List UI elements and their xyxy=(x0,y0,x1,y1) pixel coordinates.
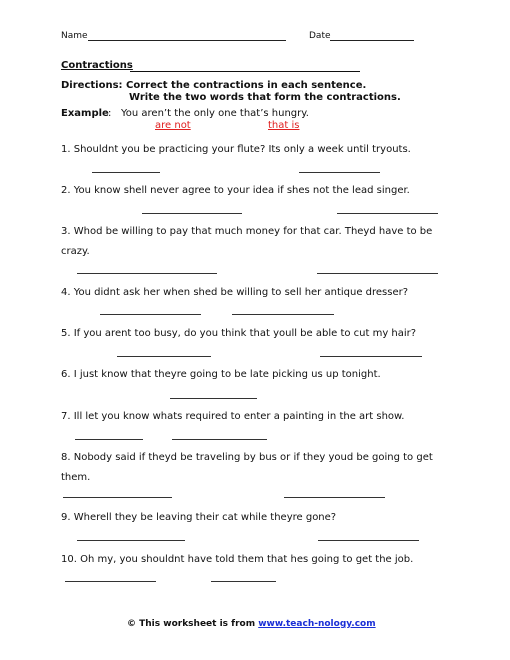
answer-blank-6[interactable] xyxy=(170,398,257,399)
question-10: 10. Oh my, you shouldnt have told them that hes going to get the job. xyxy=(61,554,414,565)
answer-blank-5a[interactable] xyxy=(117,356,211,357)
footer-text: © This worksheet is from xyxy=(127,619,256,629)
question-4: 4. You didnt ask her when shed be willing to sell her antique dresser? xyxy=(61,287,409,298)
question-6: 6. I just know that theyre going to be late picking us up tonight. xyxy=(61,369,381,380)
answer-blank-2b[interactable] xyxy=(337,213,438,214)
answer-blank-10b[interactable] xyxy=(211,581,276,582)
question-5: 5. If you arent too busy, do you think that youll be able to cut my hair? xyxy=(61,328,417,339)
example-colon: : xyxy=(108,108,112,119)
name-label: Name xyxy=(61,31,88,41)
example-sentence: You aren’t the only one that’s hungry. xyxy=(121,108,309,119)
date-label: Date xyxy=(309,31,331,41)
example-answer-1: are not xyxy=(155,120,191,131)
question-9: 9. Wherell they be leaving their cat while theyre gone? xyxy=(61,512,337,523)
answer-blank-5b[interactable] xyxy=(320,356,422,357)
answer-blank-1b[interactable] xyxy=(299,172,380,173)
answer-blank-7b[interactable] xyxy=(172,439,267,440)
directions-line-1: Directions: Correct the contractions in each sentence. xyxy=(61,80,367,91)
answer-blank-8b[interactable] xyxy=(284,497,385,498)
answer-blank-7a[interactable] xyxy=(75,439,143,440)
question-2: 2. You know shell never agree to your idea if shes not the lead singer. xyxy=(61,185,410,196)
example-answer-2: that is xyxy=(268,120,300,131)
worksheet-title: Contractions xyxy=(61,60,133,71)
question-7: 7. Ill let you know whats required to enter a painting in the art show. xyxy=(61,411,405,422)
date-field[interactable] xyxy=(330,40,414,41)
example-label: Example xyxy=(61,108,109,119)
name-field[interactable] xyxy=(88,40,286,41)
answer-blank-9a[interactable] xyxy=(77,540,185,541)
question-3: 3. Whod be willing to pay that much money for that car. Theyd have to be crazy. xyxy=(61,226,433,257)
title-underline xyxy=(130,71,360,72)
question-8: 8. Nobody said if theyd be traveling by bus or if they youd be going to get them. xyxy=(61,452,433,483)
answer-blank-3a[interactable] xyxy=(77,273,217,274)
footer xyxy=(127,619,376,629)
answer-blank-4a[interactable] xyxy=(100,314,201,315)
answer-blank-2a[interactable] xyxy=(142,213,242,214)
answer-blank-9b[interactable] xyxy=(318,540,419,541)
answer-blank-1a[interactable] xyxy=(92,172,160,173)
answer-blank-10a[interactable] xyxy=(65,581,156,582)
directions-line-2: Write the two words that form the contractions. xyxy=(129,92,401,103)
answer-blank-4b[interactable] xyxy=(232,314,334,315)
answer-blank-8a[interactable] xyxy=(63,497,172,498)
footer-link[interactable]: www.teach-nology.com xyxy=(258,619,376,629)
question-1: 1. Shouldnt you be practicing your flute? Its only a week until tryouts. xyxy=(61,144,411,155)
answer-blank-3b[interactable] xyxy=(317,273,438,274)
